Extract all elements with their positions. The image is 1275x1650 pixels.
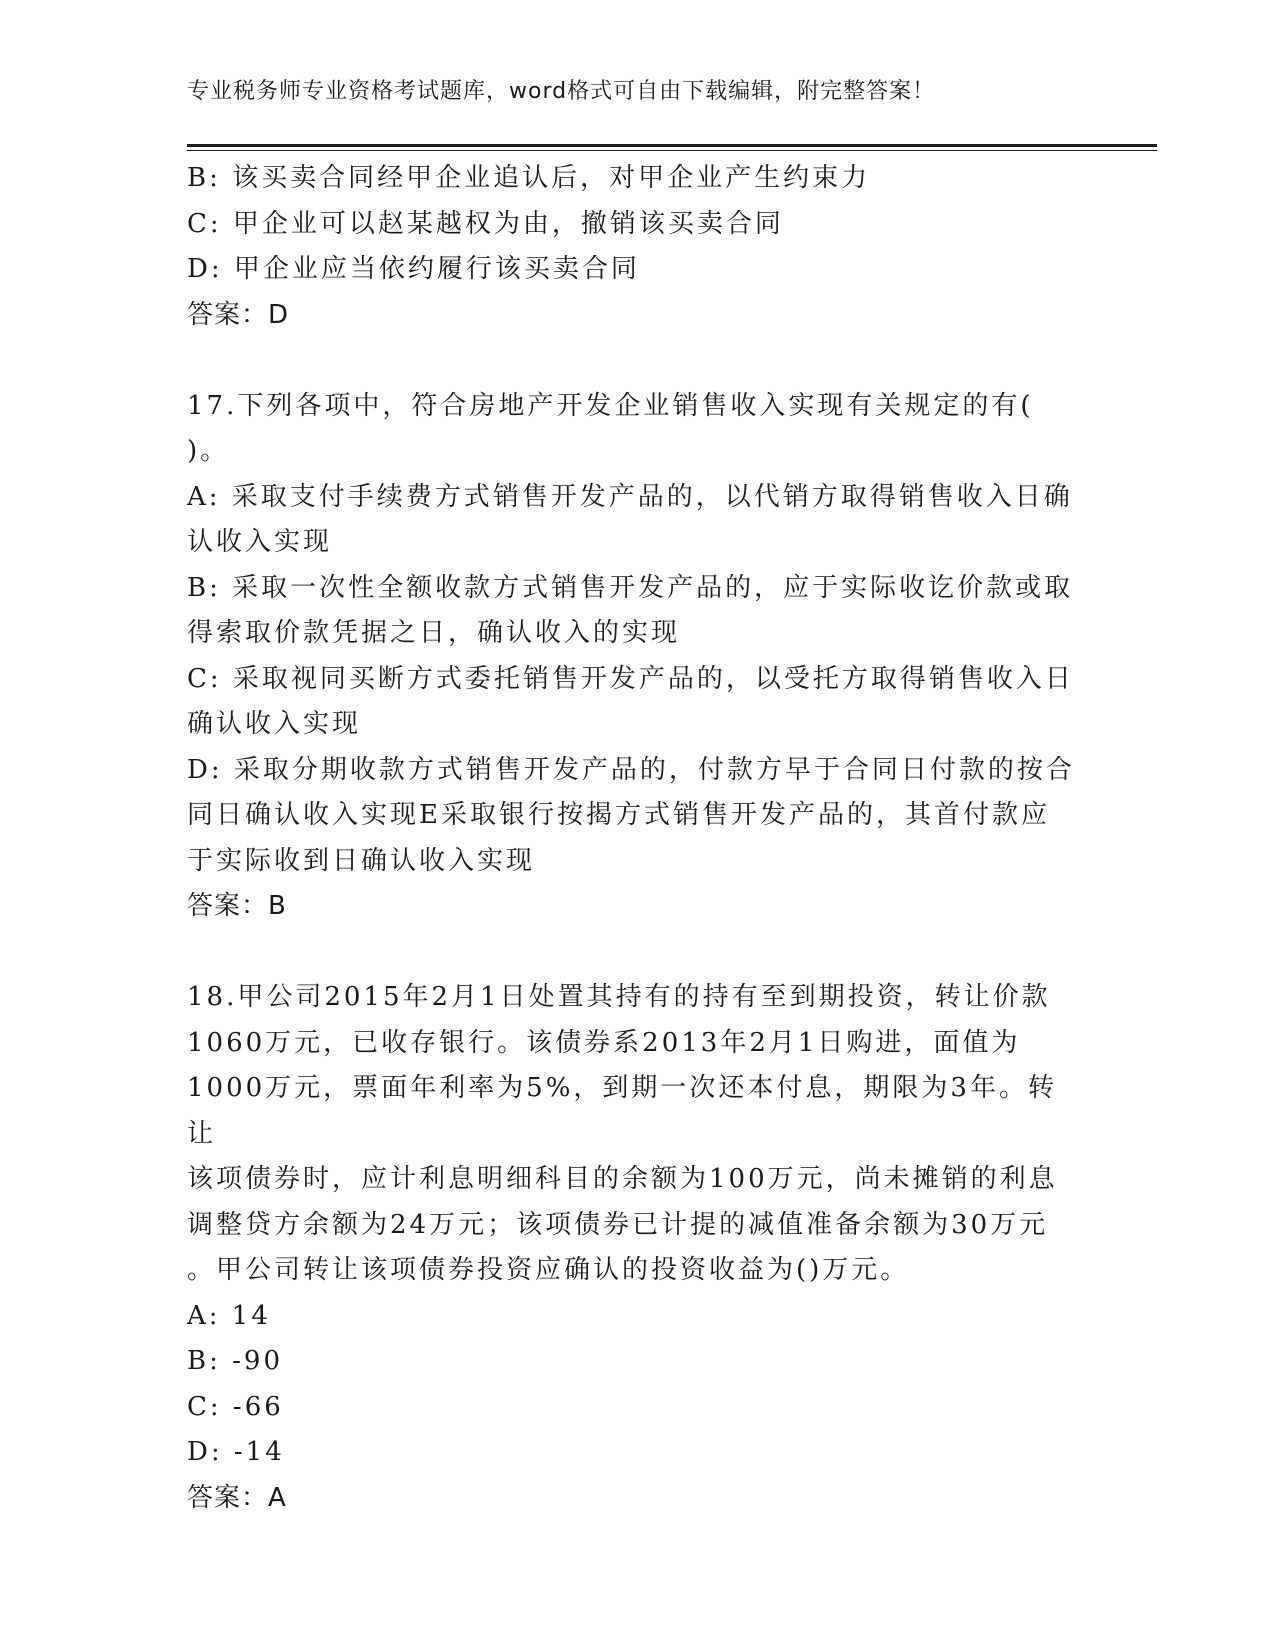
q18-stem-line-6: 。甲公司转让该项债券投资应确认的投资收益为()万元。 [187,1255,910,1285]
question-17 [187,384,1077,930]
q16-answer: 答案：D [187,299,290,330]
q17-option-b-line-1: B: 采取一次性全额收款方式销售开发产品的，应于实际收讫价款或取 [187,572,1074,603]
q16-option-d: D: 甲企业应当依约履行该买卖合同 [187,254,640,284]
q18-stem-line-3: 1000万元，票面年利率为5%，到期一次还本付息，期限为3年。转让 [187,1073,1057,1149]
spacer [187,930,1077,976]
q18-stem-line-2: 1060万元，已收存银行。该债券系2013年2月1日购进，面值为 [187,1027,1021,1058]
header-rule-thick [187,144,1157,147]
q18-stem-line-4: 该项债券时，应计利息明细科目的余额为100万元，尚未摊销的利息 [187,1164,1058,1194]
header-rule-thin [187,150,1157,151]
page-header: 专业税务师专业资格考试题库，word格式可自由下载编辑，附完整答案！ [187,79,936,104]
q18-option-d: D: -14 [187,1437,285,1467]
q17-option-d-line-2: 同日确认收入实现E采取银行按揭方式销售开发产品的，其首付款应 [187,800,1050,830]
q16-option-c: C: 甲企业可以赵某越权为由，撤销该买卖合同 [187,208,784,239]
q17-stem-line-2: )。 [187,436,230,466]
question-16-tail [187,156,1077,338]
question-content [187,156,1077,1521]
q18-option-a: A: 14 [187,1300,271,1331]
q18-option-b: B: -90 [187,1346,283,1376]
q18-stem-line-5: 调整贷方余额为24万元；该项债券已计提的减值准备余额为30万元 [187,1209,1049,1240]
q17-option-d-line-1: D: 采取分期收款方式销售开发产品的，付款方早于合同日付款的按合 [187,754,1075,785]
q17-stem-line-1: 17.下列各项中，符合房地产开发企业销售收入实现有关规定的有( [187,390,1034,421]
q16-option-b: B: 该买卖合同经甲企业追认后，对甲企业产生约束力 [187,163,871,193]
q17-option-b-line-2: 得索取价款凭据之日，确认收入的实现 [187,618,681,648]
q18-option-c: C: -66 [187,1391,284,1422]
q17-option-d-line-3: 于实际收到日确认收入实现 [187,845,536,876]
q17-option-c-line-2: 确认收入实现 [187,709,362,739]
question-18 [187,975,1077,1521]
q17-option-c-line-1: C: 采取视同买断方式委托销售开发产品的，以受托方取得销售收入日 [187,663,1074,694]
q17-answer: 答案：B [187,891,287,921]
q17-option-a-line-2: 认收入实现 [187,527,333,557]
q17-option-a-line-1: A: 采取支付手续费方式销售开发产品的，以代销方取得销售收入日确 [187,481,1073,512]
q18-stem-line-1: 18.甲公司2015年2月1日处置其持有的持有至到期投资，转让价款 [187,982,1051,1012]
q18-answer: 答案：A [187,1482,287,1513]
spacer [187,338,1077,384]
